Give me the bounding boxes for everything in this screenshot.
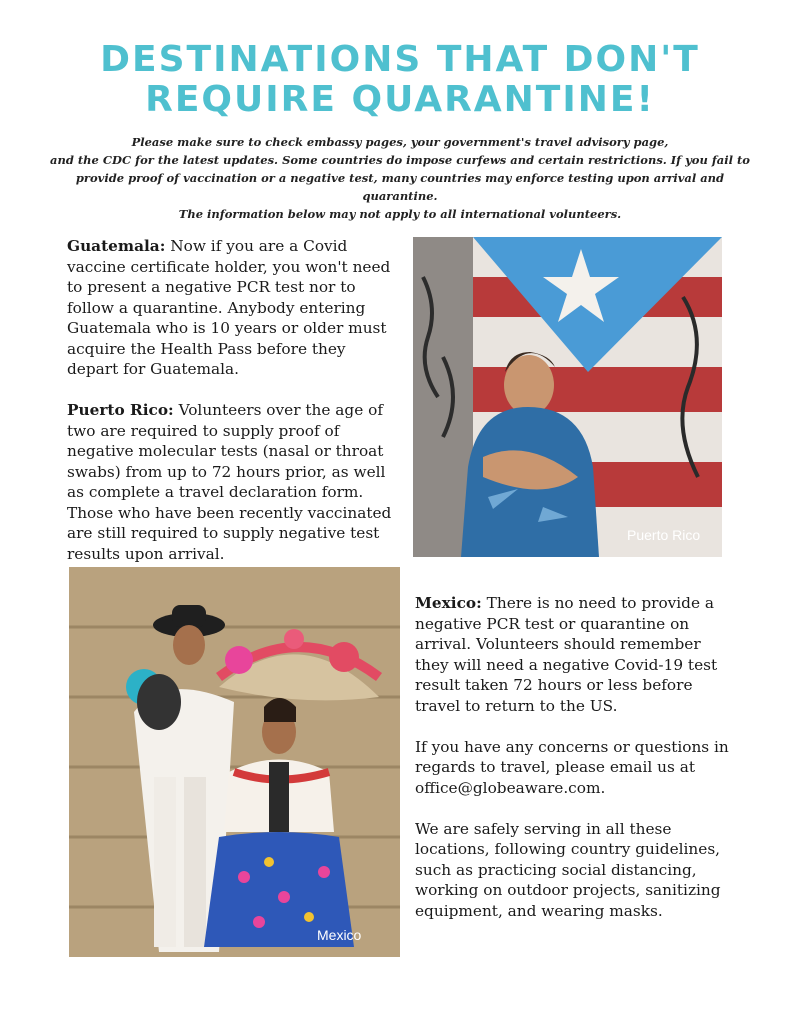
intro-line-4: The information below may not apply to all international volunteers. bbox=[178, 207, 622, 221]
safety-section: We are safely serving in all these locations, following country guidelines, such as practicing social distancing, working on outdoor projects, sanitizing equipment, and wearing masks. bbox=[415, 819, 721, 920]
guatemala-text: Now if you are a Covid vaccine certificate holder, you won't need to present a negative PCR test nor to follow a quarantine. Anybody entering Guatemala who is 10 years or older must acquire the Health Pass before they depart for Guatemala. bbox=[67, 237, 391, 378]
puerto-rico-heading: Puerto Rico: bbox=[67, 401, 174, 419]
title-line-2: REQUIRE QUARANTINE! bbox=[145, 79, 655, 120]
mexico-caption: Mexico bbox=[317, 927, 362, 943]
guatemala-section bbox=[67, 236, 399, 380]
intro-line-2: and the CDC for the latest updates. Some countries do impose curfews and certain restrictions. If you fail to bbox=[50, 153, 750, 167]
intro-line-3: provide proof of vaccination or a negative test, many countries may enforce testing upon arrival and quarantine. bbox=[75, 171, 725, 203]
intro-notice bbox=[40, 133, 760, 223]
left-text-column bbox=[67, 236, 399, 585]
mexico-heading: Mexico: bbox=[415, 594, 482, 612]
mexico-photo bbox=[69, 567, 400, 957]
right-text-column bbox=[415, 593, 735, 942]
page-title bbox=[0, 40, 800, 120]
mexico-section bbox=[415, 593, 735, 716]
title-line-1: DESTINATIONS THAT DON'T bbox=[100, 39, 700, 80]
mexico-text: There is no need to provide a negative PCR test or quarantine on arrival. Volunteers should remember they will need a negative Covid-19 test result taken 72 hours or less before travel to return to the US. bbox=[415, 594, 718, 715]
intro-line-1: Please make sure to check embassy pages, your government's travel advisory page, bbox=[131, 135, 669, 149]
guatemala-heading: Guatemala: bbox=[67, 237, 166, 255]
contact-section: If you have any concerns or questions in regards to travel, please email us at office@globeaware.com. bbox=[415, 737, 729, 797]
puerto-rico-photo bbox=[413, 237, 722, 557]
puerto-rico-caption: Puerto Rico bbox=[627, 527, 701, 543]
puerto-rico-section bbox=[67, 400, 399, 564]
puerto-rico-text: Volunteers over the age of two are required to supply proof of negative molecular tests (nasal or throat swabs) from up to 72 hours prior, as well as complete a travel declaration form. Those who have been recently vaccinated are still required to supply negative test results upon arrival. bbox=[67, 401, 392, 563]
